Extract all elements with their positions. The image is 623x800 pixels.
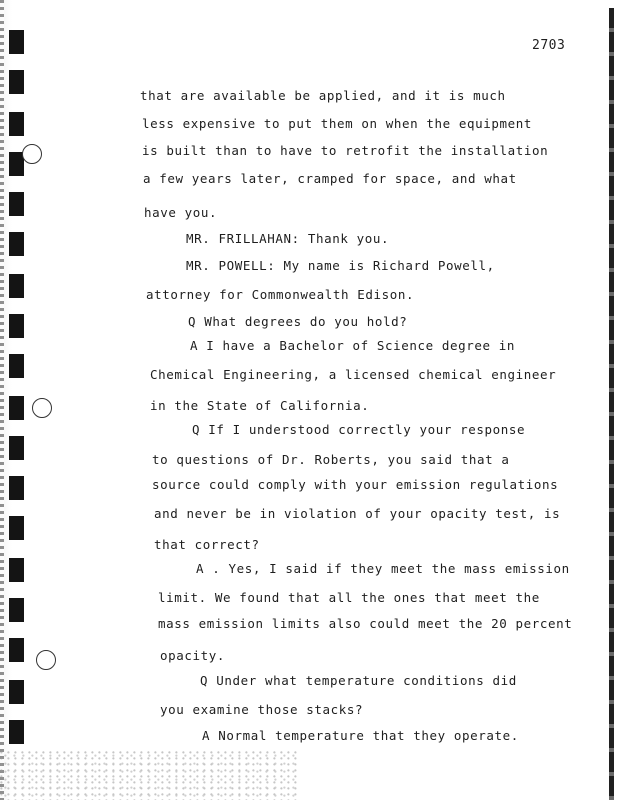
binding-mark <box>9 720 24 744</box>
transcript-line: A . Yes, I said if they meet the mass emission <box>196 561 570 576</box>
binding-mark <box>9 314 24 338</box>
binding-mark <box>9 476 24 500</box>
transcript-line: MR. FRILLAHAN: Thank you. <box>186 231 390 246</box>
binding-mark <box>9 680 24 704</box>
binding-mark <box>9 638 24 662</box>
binding-mark <box>9 30 24 54</box>
transcript-line: less expensive to put them on when the equipment <box>142 116 533 131</box>
transcript-line: Q If I understood correctly your response <box>192 422 526 437</box>
transcript-line: mass emission limits also could meet the 20 percent <box>158 616 573 631</box>
transcript-line: and never be in violation of your opacity test, is <box>154 506 561 521</box>
page-number: 2703 <box>532 38 566 53</box>
transcript-line: limit. We found that all the ones that meet the <box>158 590 540 605</box>
binding-mark <box>9 436 24 460</box>
transcript-line: Q What degrees do you hold? <box>188 314 408 329</box>
transcript-line: Q Under what temperature conditions did <box>200 673 517 688</box>
binding-mark <box>9 274 24 298</box>
scan-noise <box>0 750 300 800</box>
binding-mark <box>9 112 24 136</box>
transcript-line: that are available be applied, and it is much <box>140 88 506 103</box>
binding-mark <box>9 232 24 256</box>
transcript-line: Chemical Engineering, a licensed chemical engineer <box>150 367 557 382</box>
transcript-line: to questions of Dr. Roberts, you said that a <box>152 452 510 467</box>
transcript-line: that correct? <box>154 537 260 552</box>
transcript-line: you examine those stacks? <box>160 702 364 717</box>
page-right-edge <box>609 8 614 800</box>
transcript-line: attorney for Commonwealth Edison. <box>146 287 415 302</box>
punch-hole <box>32 398 52 418</box>
punch-hole <box>22 144 42 164</box>
transcript-line: a few years later, cramped for space, and what <box>143 171 517 186</box>
transcript-line: source could comply with your emission regulations <box>152 477 559 492</box>
binding-mark <box>9 516 24 540</box>
binding-mark <box>9 558 24 582</box>
transcript-line: A Normal temperature that they operate. <box>202 728 519 743</box>
binding-mark <box>9 396 24 420</box>
transcript-line: MR. POWELL: My name is Richard Powell, <box>186 258 495 273</box>
binding-mark <box>9 598 24 622</box>
binding-mark <box>9 70 24 94</box>
transcript-line: in the State of California. <box>150 398 370 413</box>
transcript-line: is built than to have to retrofit the installation <box>142 143 549 158</box>
transcript-line: opacity. <box>160 648 226 663</box>
punch-hole <box>36 650 56 670</box>
transcript-line: A I have a Bachelor of Science degree in <box>190 338 516 353</box>
binding-mark <box>9 192 24 216</box>
binding-edge <box>0 0 4 800</box>
binding-mark <box>9 354 24 378</box>
transcript-line: have you. <box>144 205 218 220</box>
